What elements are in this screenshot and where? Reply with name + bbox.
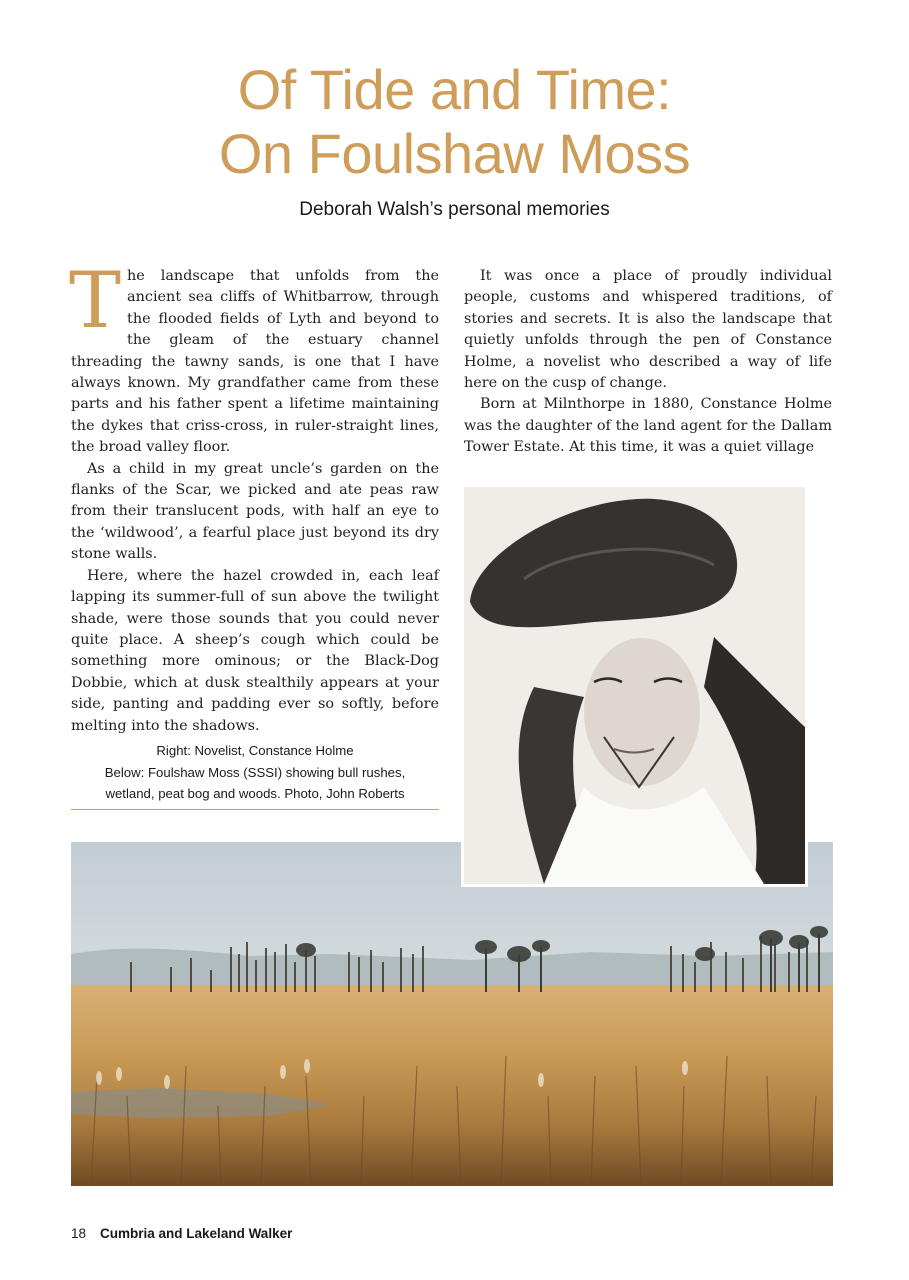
paragraph-1 xyxy=(69,256,439,459)
foulshaw-moss-photo xyxy=(71,842,833,1186)
landscape-illustration xyxy=(71,842,833,1186)
drop-cap: T xyxy=(69,256,122,346)
paragraph-2: As a child in my great uncle’s garden on the flanks of the Scar, we picked and ate peas raw from their translucent pods, with half an eye to the ‘wildwood’, a fearful place just beyond its dry stone walls. xyxy=(71,460,439,563)
paragraph-4: It was once a place of proudly individual people, customs and whispered traditions, of stories and secrets. It is also the landscape that quietly unfolds through the pen of Constance Holme, a novelist who described a way of life here on the cusp of change. xyxy=(464,268,832,392)
caption-line-3: wetland, peat bog and woods. Photo, John Roberts xyxy=(105,786,405,801)
caption-line-2: Below: Foulshaw Moss (SSSI) showing bull rushes, xyxy=(104,764,406,780)
title-line-2: On Foulshaw Moss xyxy=(218,122,691,185)
page-footer xyxy=(71,1226,292,1241)
photo-caption xyxy=(71,740,439,810)
article-title xyxy=(0,58,909,186)
article-subtitle: Deborah Walsh’s personal memories xyxy=(299,199,610,220)
portrait-illustration xyxy=(464,487,805,884)
paragraph-1-text: he landscape that unfolds from the ancient sea cliffs of Whitbarrow, through the flooded fields of Lyth and beyond to the gleam of the estuary channel threading the tawny sands, is one that I have always known. My grandfather came from these parts and his father spent a lifetime maintaining the dykes that criss-cross, in ruler-straight lines, the broad valley floor. xyxy=(71,268,439,456)
caption-line-1: Right: Novelist, Constance Holme xyxy=(156,743,354,758)
left-column xyxy=(69,256,439,737)
paragraph-3: Here, where the hazel crowded in, each leaf lapping its summer-full of sun above the twilight shade, were those sounds that you could never quite place. A sheep’s cough which could be something more ominous; or the Black-Dog Dobbie, which at dusk stealthily appears at your side, panting and padding ever so softly, before melting into the shadows. xyxy=(71,567,439,734)
magazine-name: Cumbria and Lakeland Walker xyxy=(100,1226,293,1241)
paragraph-5: Born at Milnthorpe in 1880, Constance Holme was the daughter of the land agent for the Dallam Tower Estate. At this time, it was a quiet village xyxy=(464,396,832,456)
right-column xyxy=(464,266,832,459)
page-number: 18 xyxy=(71,1226,87,1241)
constance-holme-portrait xyxy=(461,484,808,887)
title-line-1: Of Tide and Time: xyxy=(237,58,672,121)
